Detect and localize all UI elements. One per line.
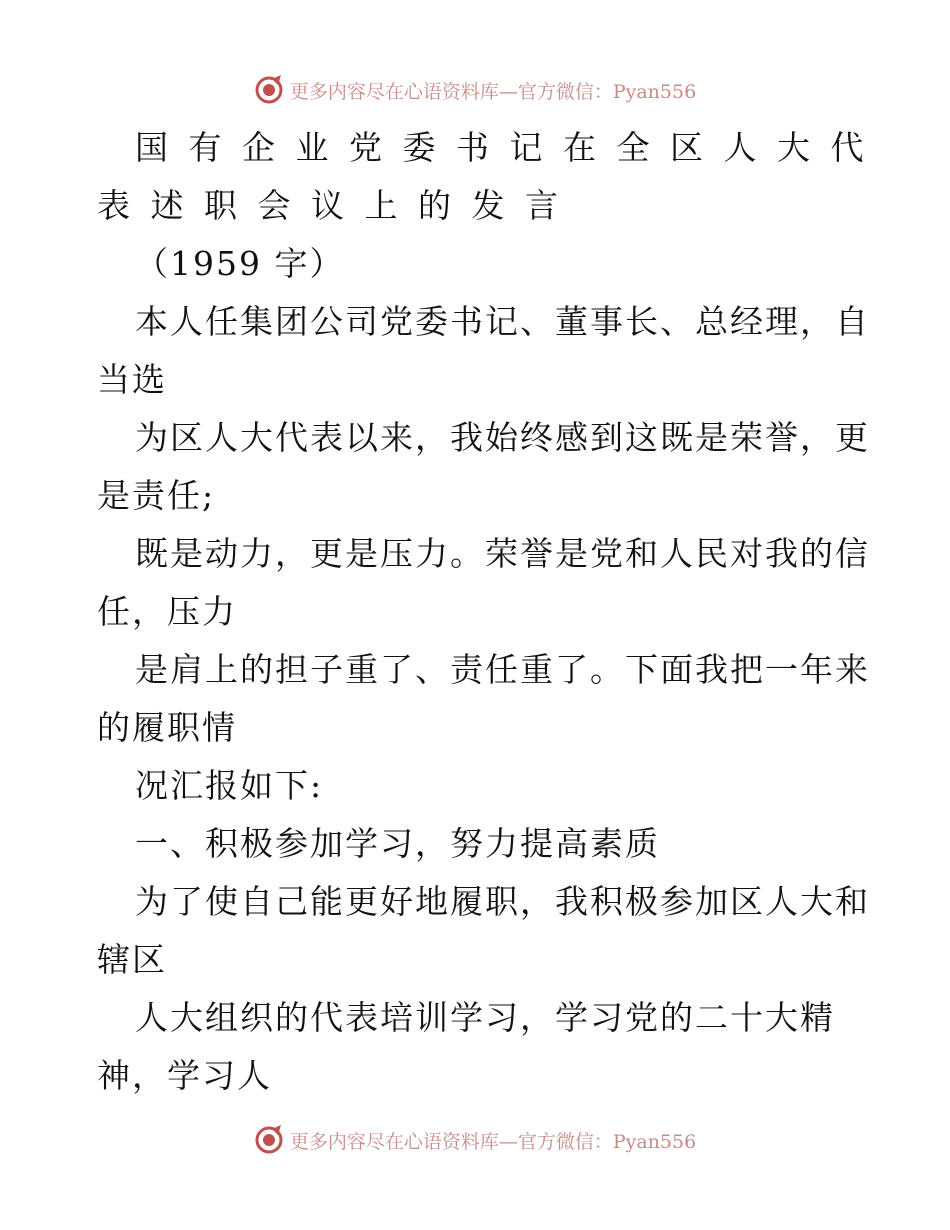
pen-logo-icon xyxy=(254,75,284,105)
document-title-line-1: 国有企业党委书记在全区人大代 xyxy=(135,128,884,167)
body-line: 当选 xyxy=(97,360,167,399)
pen-logo-icon xyxy=(254,1125,284,1155)
body-line: 是责任; xyxy=(97,476,216,515)
body-line: 任，压力 xyxy=(97,592,237,631)
body-line: 本人任集团公司党委书记、董事长、总经理，自 xyxy=(135,302,870,341)
body-line: 为了使自己能更好地履职，我积极参加区人大和 xyxy=(135,882,870,921)
body-line: 的履职情 xyxy=(97,708,237,747)
header-banner-text: 更多内容尽在心语资料库—官方微信：Pyan556 xyxy=(289,80,697,103)
footer-banner xyxy=(0,1120,950,1160)
header-banner xyxy=(0,70,950,110)
footer-banner-text: 更多内容尽在心语资料库—官方微信：Pyan556 xyxy=(289,1130,697,1153)
body-line: 为区人大代表以来，我始终感到这既是荣誉，更 xyxy=(135,418,870,457)
word-count: （1959 字） xyxy=(135,244,345,283)
body-line: 是肩上的担子重了、责任重了。下面我把一年来 xyxy=(135,650,870,689)
body-line: 辖区 xyxy=(97,940,167,979)
section-heading: 一、积极参加学习，努力提高素质 xyxy=(135,824,660,863)
document-title-line-2: 表述职会议上的发言 xyxy=(97,186,579,225)
body-line: 况汇报如下: xyxy=(135,766,324,805)
body-line: 既是动力，更是压力。荣誉是党和人民对我的信 xyxy=(135,534,870,573)
body-line: 神，学习人 xyxy=(97,1056,272,1095)
body-line: 人大组织的代表培训学习，学习党的二十大精 xyxy=(135,998,835,1037)
